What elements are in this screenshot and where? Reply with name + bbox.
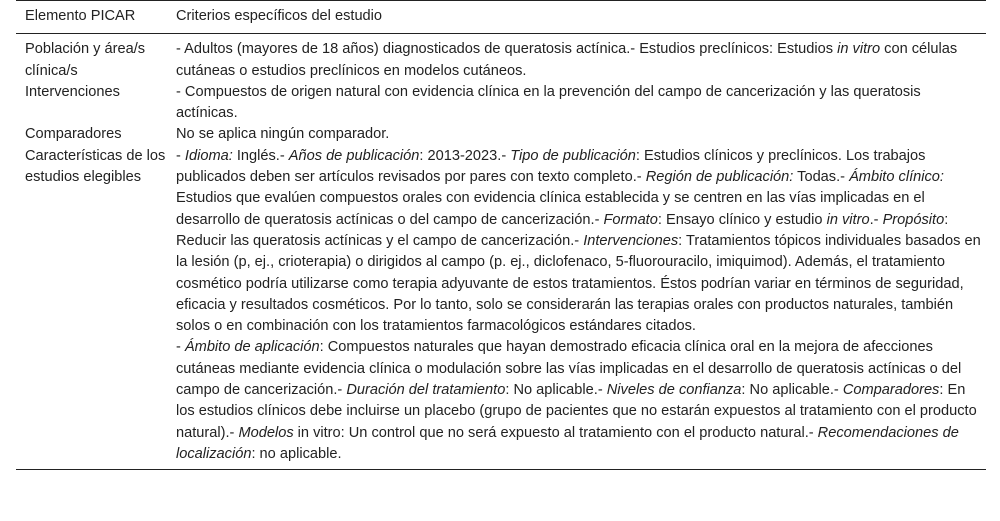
criteria-italic-text: Idioma:	[184, 147, 233, 164]
row-criteria	[167, 146, 986, 338]
header-row	[16, 1, 986, 34]
criteria-italic-text: Modelos	[238, 424, 294, 441]
criteria-italic-text: Propósito	[882, 211, 945, 228]
criteria-text: - Compuestos de origen natural con evidencia clínica en la prevención del campo de cancerización y las queratosis actínicas.	[176, 83, 921, 122]
criteria-text: : 2013-2023.-	[419, 147, 511, 164]
criteria-text: Todas.-	[793, 169, 850, 186]
table-row	[16, 337, 986, 469]
criteria-text: : En los estudios clínicos debe incluirse un placebo (grupo de pacientes que no estarán expuestos al tratamiento con el producto natural).-	[176, 382, 977, 441]
criteria-italic-text: Niveles de confianza	[606, 382, 742, 399]
picar-criteria-table	[16, 0, 986, 470]
table-body	[16, 34, 986, 470]
row-criteria	[167, 124, 986, 145]
table-row	[16, 82, 986, 125]
criteria-text: Inglés.-	[232, 147, 289, 164]
row-label: Población y área/s clínica/s	[25, 41, 146, 79]
row-criteria	[167, 34, 986, 82]
row-label: Características de los estudios elegibles	[25, 147, 166, 186]
criteria-text: : No aplicable.-	[505, 382, 607, 399]
criteria-italic-text: Recomendaciones de localización	[176, 424, 959, 462]
header-criteria: Criterios específicos del estudio	[176, 8, 383, 24]
row-label: Comparadores	[25, 126, 122, 143]
criteria-italic-text: Región de publicación:	[645, 169, 794, 186]
criteria-italic-text: Ámbito clínico:	[849, 169, 944, 186]
criteria-text: con células cutáneas o estudios preclínicos en modelos cutáneos.	[176, 41, 958, 79]
table-row	[16, 146, 986, 338]
criteria-italic-text: Ámbito de aplicación	[184, 339, 320, 356]
criteria-italic-text: in vitro	[826, 211, 870, 228]
criteria-text: : Reducir las queratosis actínicas y el campo de cancerización.-	[176, 211, 949, 249]
criteria-text: Estudios que evalúen compuestos orales con evidencia clínica establecida y se centren en las vías implicadas en el desarrollo de queratosis actínicas o del campo de cancerización.-	[176, 190, 925, 228]
row-label	[16, 337, 167, 469]
criteria-italic-text: in vitro	[837, 41, 881, 58]
criteria-text: -	[176, 339, 185, 356]
criteria-text: : Ensayo clínico y estudio	[657, 211, 827, 228]
criteria-italic-text: Intervenciones	[583, 232, 679, 249]
criteria-text: -	[176, 147, 185, 164]
criteria-text: - Adultos (mayores de 18 años) diagnosticados de queratosis actínica.- Estudios preclínicos: Estudios	[176, 41, 838, 58]
criteria-italic-text: Tipo de publicación	[510, 147, 636, 164]
criteria-text: .-	[869, 211, 883, 228]
row-criteria	[167, 337, 986, 469]
criteria-text: : Tratamientos tópicos individuales basados en la lesión (p, ej., crioterapia) o dirigidos al campo (p. ej., diclofenaco, 5-fluorouracilo, imiquimod). Además, el tratamiento cosmético podría utilizarse como terapia adyuvante de estos tratamientos. Éstos podrían variar en términos de seguridad, eficacia y resultados cosméticos. Por lo tanto, solo se considerarán las terapias orales con productos naturales, también solos o en combinación con los tratamientos farmacológicos estándares citados.	[176, 232, 981, 335]
header-element-picar: Elemento PICAR	[25, 8, 136, 24]
criteria-italic-text: Formato	[603, 211, 658, 228]
criteria-italic-text: Años de publicación	[288, 147, 420, 164]
picar-table-container	[16, 0, 986, 470]
criteria-text: No se aplica ningún comparador.	[176, 126, 390, 143]
criteria-text: : No aplicable.-	[741, 382, 843, 399]
table-row	[16, 124, 986, 145]
row-criteria	[167, 82, 986, 125]
criteria-text: : no aplicable.	[251, 445, 342, 462]
criteria-text: in vitro: Un control que no será expuesto al tratamiento con el producto natural.-	[293, 424, 818, 441]
criteria-text: : Compuestos naturales que hayan demostrado eficacia clínica oral en la mejora de afecciones cutáneas mediante evidencia clínica o modulación sobre las vías implicadas en el desarrollo de queratosis actínicas o del campo de cancerización.-	[176, 339, 962, 399]
table-row	[16, 34, 986, 82]
criteria-text: : Estudios clínicos y preclínicos. Los trabajos publicados deben ser artículos revisados por pares con texto completo.-	[176, 147, 926, 186]
row-label: Intervenciones	[25, 83, 120, 100]
table-header	[16, 1, 986, 34]
criteria-italic-text: Comparadores	[842, 382, 940, 399]
criteria-italic-text: Duración del tratamiento	[346, 382, 506, 399]
